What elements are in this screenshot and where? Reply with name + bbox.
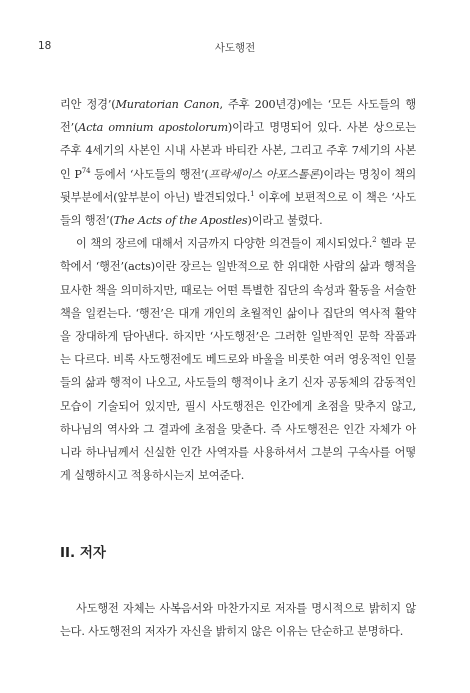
section-body: [60, 597, 416, 643]
text-run: 이 책의 장르에 대해서 지금까지 다양한 의견들이 제시되었다.: [76, 237, 373, 251]
text-run: )이라고 불렸다.: [247, 214, 323, 228]
section-heading: II. 저자: [60, 545, 106, 561]
text-run: 이후에 보편적으로 이 책은 ‘사도들의 행전’(: [60, 190, 416, 228]
greek-transliteration: 프락세이스 아포스톨론: [208, 167, 319, 181]
footnote-marker[interactable]: 2: [372, 236, 377, 245]
body-text: [60, 93, 416, 487]
latin-title: Muratorian Canon: [115, 98, 220, 111]
footnote-marker[interactable]: 1: [250, 189, 255, 198]
text-run: 헬라 문학에서 ‘행전’(acts)이란 장르는 일반적으로 한 위대한 사람의 삶과 행적을 묘사한 책을 의미하지만, 때로는 어떤 특별한 집단의 속성과 활동을 서술한 책을 일컫는다. ‘행전’은 대개 개인의 초월적인 삶이나 집단의 역사적 활약을 장대하게 담아낸다. 하지만 ‘사도행전’은 그러한 일반적인 문학 작품과는 다르다. 비록 사도행전에도 베드로와 바울을 비롯한 여러 영웅적인 인물들의 삶과 행적이 나오고, 사도들의 행적이나 초기 신자 공동체의 감동적인 모습이 기술되어 있지만, 필시 사도행전은 인간에게 초점을 맞추지 않고, 하나님의 역사와 그 결과에 초점을 맞춘다. 즉 사도행전은 인간 자체가 아니라 하나님께서 신실한 인간 사역자를 사용하셔서 그분의 구속사를 어떻게 실행하시고 적용하시는지 보여준다.: [60, 237, 416, 483]
page-header: [0, 40, 470, 56]
text-run: , 주후 200년경)에는 ‘모든 사도들의 행전’(: [60, 98, 416, 135]
manuscript-superscript: 74: [81, 166, 91, 175]
paragraph-3: 사도행전 자체는 사복음서와 마찬가지로 저자를 명시적으로 밝히지 않는다. 사도행전의 저자가 자신을 밝히지 않은 이유는 단순하고 분명하다.: [60, 602, 416, 639]
running-title: 사도행전: [214, 42, 256, 54]
text-run: )이라는 명칭이 책의 뒷부분에서(앞부분이 아닌) 발견되었다.: [60, 167, 416, 204]
text-run: 등에서 ‘사도들의 행전’(: [90, 167, 209, 181]
paragraph-2: [60, 232, 416, 487]
page-number: 18: [38, 40, 52, 52]
text-run: 리안 정경’(: [60, 98, 116, 111]
latin-title: Acta omnium apostolorum: [78, 121, 228, 135]
text-run: )이라고 명명되어 있다. 사본 상으로는 주후 4세기의 사본인 시내 사본과 바티칸 사본, 그리고 주후 7세기의 사본인 P: [60, 121, 416, 181]
paragraph-1: [60, 93, 416, 232]
english-title: The Acts of the Apostles: [113, 214, 248, 228]
